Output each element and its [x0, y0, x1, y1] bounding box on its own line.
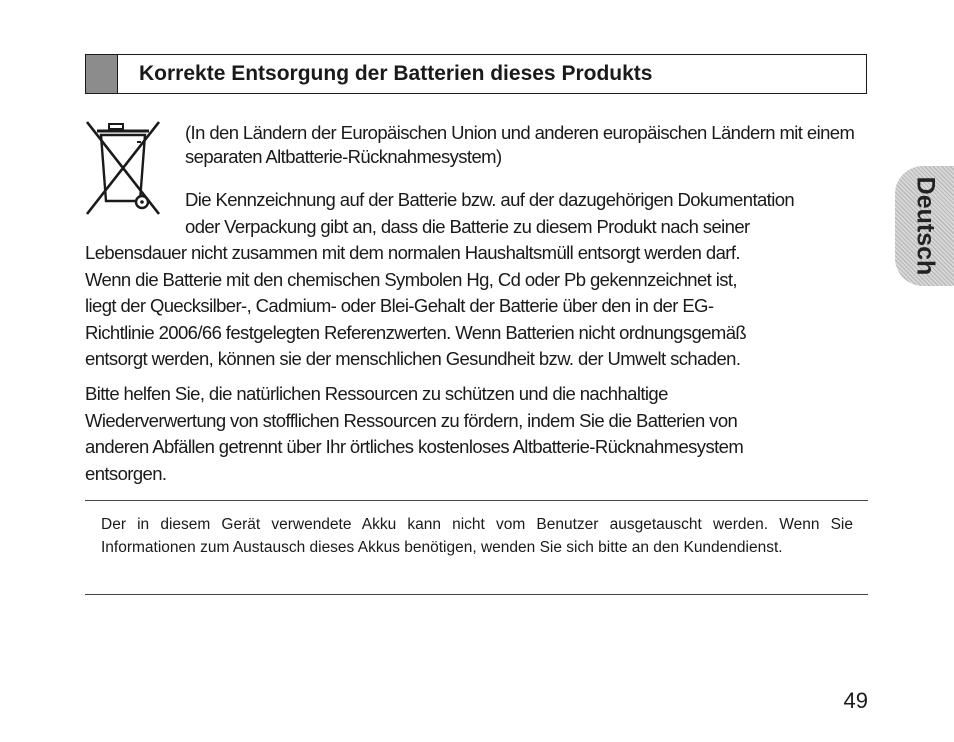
paragraph-line: Richtlinie 2006/66 festgelegten Referenzwerten. Wenn Batterien nicht ordnungsgemäß	[85, 321, 747, 343]
paragraph-line: oder Verpackung gibt an, dass die Batterie zu diesem Produkt nach seiner	[185, 215, 750, 237]
page-number: 49	[843, 688, 868, 713]
paragraph-line: entsorgt werden, können sie der menschlichen Gesundheit bzw. der Umwelt schaden.	[85, 348, 741, 369]
section-title: Korrekte Entsorgung der Batterien dieses Produkts	[139, 62, 653, 85]
disposal-paragraph	[85, 187, 875, 373]
language-side-tab	[895, 166, 954, 286]
intro-text: (In den Ländern der Europäischen Union und anderen europäischen Ländern mit einem separaten Altbatterie-Rücknahmesystem)	[185, 122, 855, 167]
paragraph-line: anderen Abfällen getrennt über Ihr örtliches kostenloses Altbatterie-Rücknahmesystem	[85, 436, 744, 457]
recycling-paragraph	[85, 381, 875, 487]
note-top-divider	[85, 500, 868, 501]
section-header	[85, 54, 867, 94]
paragraph-line: Wiederverwertung von stofflichen Ressourcen zu fördern, indem Sie die Batterien von	[85, 409, 738, 431]
paragraph-line: Bitte helfen Sie, die natürlichen Ressourcen zu schützen und die nachhaltige	[85, 383, 668, 404]
paragraph-line: entsorgen.	[85, 462, 167, 484]
paragraph-line: Wenn die Batterie mit den chemischen Symbolen Hg, Cd oder Pb gekennzeichnet ist,	[85, 268, 737, 290]
paragraph-line: liegt der Quecksilber-, Cadmium- oder Blei-Gehalt der Batterie über den in der EG-	[85, 295, 714, 316]
note-bottom-divider	[85, 594, 868, 595]
header-gray-block	[86, 55, 118, 93]
battery-note: Der in diesem Gerät verwendete Akku kann nicht vom Benutzer ausgetauscht werden. Wenn Sie Informationen zum Austausch dieses Akkus benötigen, wenden Sie sich bitte an den Kundendienst.	[101, 516, 853, 556]
paragraph-line: Die Kennzeichnung auf der Batterie bzw. auf der dazugehörigen Dokumentation	[185, 189, 795, 210]
side-tab-label: Deutsch	[911, 176, 939, 276]
paragraph-line: Lebensdauer nicht zusammen mit dem normalen Haushaltsmüll entsorgt werden darf.	[85, 242, 740, 263]
